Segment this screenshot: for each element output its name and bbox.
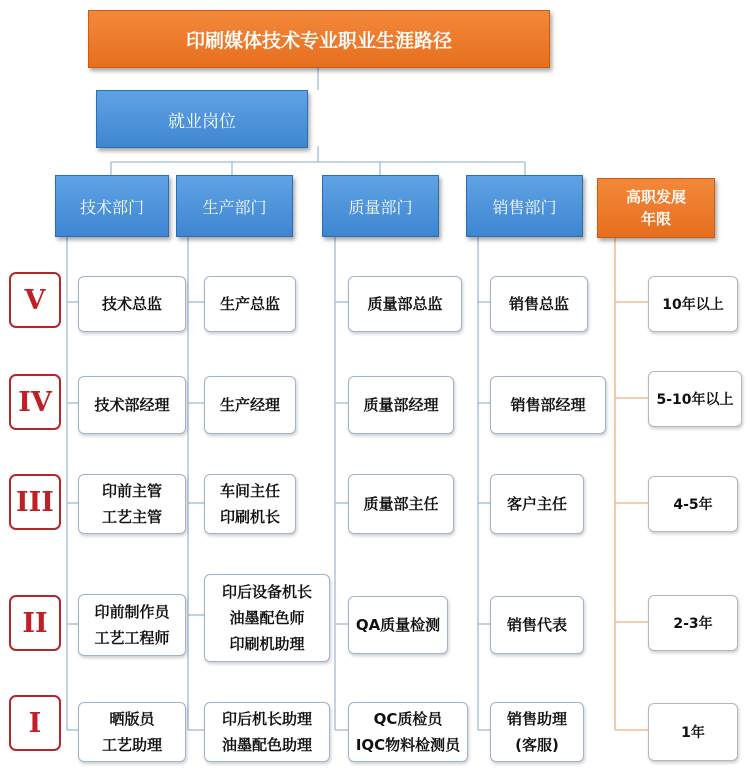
- card-line: 销售总监: [508, 295, 569, 313]
- card-line: 晒版员: [109, 710, 155, 728]
- sales-card-3: [490, 474, 584, 534]
- quality-card-4: [348, 376, 454, 434]
- level-badge-4: IV: [9, 374, 61, 430]
- quality-card-5: [348, 276, 462, 332]
- dept-production: 生产部门: [176, 175, 293, 237]
- prod-card-3: [204, 474, 296, 534]
- years-box-4: 5-10年以上: [648, 371, 742, 427]
- card-line: 车间主任: [219, 482, 280, 500]
- card-line: 油墨配色师: [229, 609, 305, 627]
- sales-card-5: [490, 276, 588, 332]
- card-line: 印刷机长: [219, 508, 280, 526]
- card-line: 印刷机助理: [229, 635, 305, 653]
- card-line: IQC物料检测员: [355, 736, 461, 754]
- card-line: 生产经理: [219, 396, 280, 414]
- prod-card-4: [204, 376, 296, 434]
- sales-card-2: [490, 596, 584, 654]
- chart-title: 印刷媒体技术专业职业生涯路径: [88, 10, 550, 68]
- years-box-3: 4-5年: [648, 476, 738, 532]
- quality-card-3: [348, 474, 454, 534]
- card-line: 质量部经理: [363, 396, 439, 414]
- years-box-2: 2-3年: [648, 595, 738, 651]
- card-line: 印后设备机长: [221, 583, 312, 601]
- card-line: 工艺主管: [101, 508, 162, 526]
- years-box-1: 1年: [648, 703, 738, 761]
- tech-card-2: [78, 594, 186, 656]
- dept-tech: 技术部门: [55, 175, 169, 237]
- prod-card-5: [204, 276, 296, 332]
- card-line: 客户主任: [506, 495, 567, 513]
- card-line: QC质检员: [373, 710, 443, 728]
- level-badge-2: II: [9, 595, 61, 651]
- card-line: 销售助理: [506, 710, 567, 728]
- card-line: 生产总监: [219, 295, 280, 313]
- prod-card-2: [204, 574, 330, 662]
- card-line: 质量部总监: [367, 295, 443, 313]
- employment-box: 就业岗位: [96, 90, 308, 148]
- level-badge-3: III: [9, 474, 61, 530]
- level-badge-5: V: [9, 272, 61, 328]
- card-line: QA质量检测: [355, 616, 441, 634]
- tech-card-5: [78, 276, 186, 332]
- dept-sales: 销售部门: [466, 175, 583, 237]
- tech-card-1: [78, 702, 186, 762]
- card-line: 印前主管: [101, 482, 162, 500]
- prod-card-1: [204, 702, 330, 762]
- card-line: (客服): [515, 736, 559, 754]
- card-line: 技术总监: [101, 295, 162, 313]
- card-line: 质量部主任: [363, 495, 439, 513]
- sales-card-4: [490, 376, 606, 434]
- card-line: 技术部经理: [94, 396, 170, 414]
- dept-quality: 质量部门: [322, 175, 439, 237]
- years-box-5: 10年以上: [648, 276, 738, 332]
- quality-card-2: [348, 596, 448, 654]
- years-header: [597, 178, 715, 238]
- tech-card-4: [78, 376, 186, 434]
- years-header-line1: 高职发展: [625, 188, 686, 206]
- card-line: 销售部经理: [510, 396, 586, 414]
- card-line: 印后机长助理: [221, 710, 312, 728]
- card-line: 工艺助理: [101, 736, 162, 754]
- level-badge-1: I: [9, 695, 61, 751]
- card-line: 油墨配色助理: [221, 736, 312, 754]
- tech-card-3: [78, 474, 186, 534]
- card-line: 印前制作员: [94, 603, 170, 621]
- years-header-line2: 年限: [640, 210, 671, 228]
- quality-card-1: [348, 702, 468, 762]
- card-line: 销售代表: [506, 616, 567, 634]
- sales-card-1: [490, 702, 584, 762]
- card-line: 工艺工程师: [94, 629, 170, 647]
